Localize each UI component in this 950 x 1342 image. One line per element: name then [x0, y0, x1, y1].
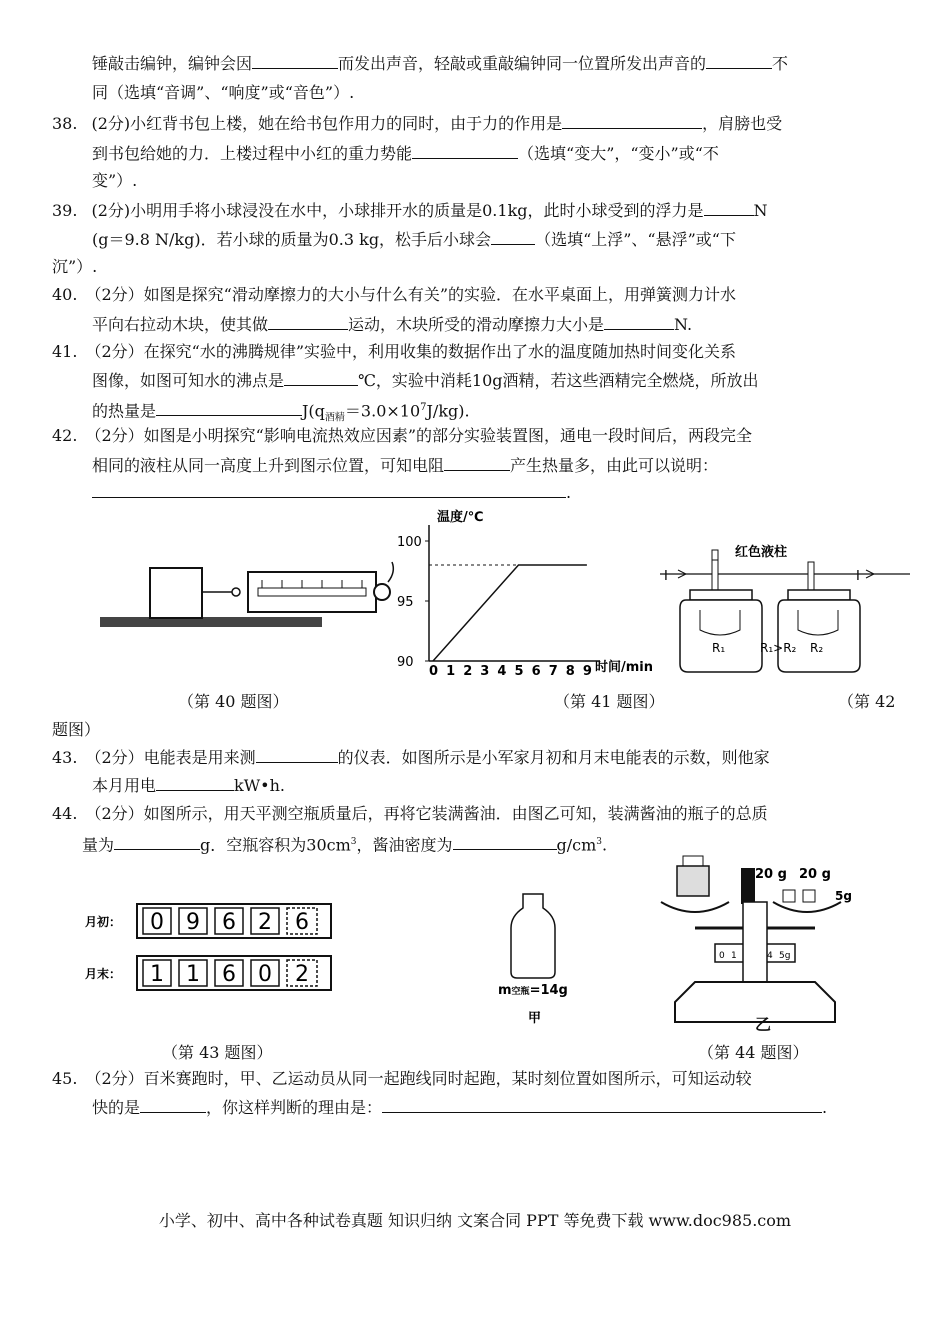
scale-tick-label: 0 — [719, 951, 725, 961]
q44-sup-1: 3 — [350, 837, 357, 847]
meter-digit: 0 — [150, 910, 164, 935]
blank-q37-1[interactable] — [252, 52, 338, 69]
q41-text-l2a: 图像，如图可知水的沸点是 — [92, 371, 285, 390]
q37-text-c: 不 — [772, 54, 789, 73]
x-tick-label: 6 — [531, 664, 541, 679]
q39-line2 — [92, 228, 736, 251]
blank-q44-1[interactable] — [114, 833, 200, 850]
q37-line1 — [92, 52, 788, 75]
caption-fig43: （第 43 题图） — [162, 1043, 273, 1062]
q43-text-l2b: kW•h. — [234, 776, 285, 795]
y-axis-label: 温度/℃ — [437, 510, 484, 525]
bottle-on-balance — [677, 866, 709, 896]
q38-number: 38. — [52, 114, 78, 133]
jia-mass-m: m — [498, 983, 512, 998]
q42-text-a: （2分）如图是小明探究“影响电流热效应因素”的部分实验装置图，通电一段时间后，两段完全 — [85, 426, 752, 445]
q44-sup-2: 3 — [596, 837, 603, 847]
blank-q41-2[interactable] — [156, 399, 302, 416]
q39-text-l2b: （选填“上浮”、“悬浮”或“下 — [535, 230, 736, 249]
figure-44-yi-balance — [655, 852, 855, 1032]
blank-q39-1[interactable] — [704, 199, 754, 216]
q40-number: 40. — [52, 285, 78, 304]
q42-line2 — [92, 454, 718, 477]
scale-tick-label: 4 — [767, 951, 773, 961]
q37-line2: 同（选填“音调”、“响度”或“音色”）. — [92, 83, 355, 102]
figure-43-electric-meter — [85, 898, 340, 998]
q41-text-a: （2分）在探究“水的沸腾规律”实验中，利用收集的数据作出了水的温度随加热时间变化关系 — [85, 342, 736, 361]
empty-bottle — [511, 894, 555, 978]
caption-fig44: （第 44 题图） — [698, 1043, 809, 1062]
label-red-liquid-column: 红色液柱 — [735, 545, 788, 560]
q38-line1 — [52, 112, 782, 135]
q38-line3: 变”）. — [92, 171, 138, 190]
caption-fig40: （第 40 题图） — [178, 692, 289, 711]
figure-42-heating-jars — [660, 540, 920, 680]
q40-text-l2a: 平向右拉动木块，使其做 — [92, 315, 269, 334]
caption-fig42-part2: 题图） — [52, 720, 101, 739]
q44-text-l2c: ，酱油密度为 — [356, 835, 453, 855]
q45-text-a: （2分）百米赛跑时，甲、乙运动员从同一起跑线同时起跑，某时刻位置如图所示，可知运动较 — [85, 1069, 752, 1088]
blank-q40-2[interactable] — [604, 313, 674, 330]
meter-digit: 1 — [186, 962, 200, 987]
q42-number: 42. — [52, 426, 78, 445]
q40-text-l2c: N. — [674, 315, 693, 334]
resistor-r2-label: R₂ — [810, 641, 824, 655]
meter-end-label: 月末： — [85, 967, 122, 981]
resistor-r1-label: R₁ — [712, 641, 726, 655]
q43-text-a: （2分）电能表是用来测 — [85, 748, 256, 767]
x-tick-label: 4 — [497, 664, 507, 679]
page-footer: 小学、初中、高中各种试卷真题 知识归纳 文案合同 PPT 等免费下载 www.doc985.com — [158, 1211, 792, 1230]
blank-q44-2[interactable] — [453, 833, 557, 850]
svg-text:m空瓶=14g — [498, 983, 568, 998]
jia-mass-sub: 空瓶 — [511, 987, 530, 997]
x-tick-label: 8 — [565, 664, 575, 679]
q39-text-a: (2分)小明用手将小球浸没在水中，小球排开水的质量是0.1kg，此时小球受到的浮力是 — [91, 201, 704, 220]
figure-44-jia-bottle — [490, 890, 600, 1030]
y-tick-label: 90 — [397, 655, 414, 670]
blank-q38-2[interactable] — [412, 142, 518, 159]
meter-decimal-digit: 6 — [295, 910, 309, 935]
meter-digit: 6 — [222, 910, 236, 935]
caption-fig41: （第 41 题图） — [554, 692, 665, 711]
blank-q43-1[interactable] — [256, 746, 338, 763]
q44-text-l2b: g．空瓶容积为30cm — [200, 835, 351, 855]
blank-q37-2[interactable] — [706, 52, 772, 69]
q44-line2 — [82, 831, 607, 856]
y-tick-label: 100 — [397, 535, 422, 550]
q42-line1 — [52, 425, 752, 447]
figure-40-friction — [100, 560, 400, 635]
q44-number: 44. — [52, 804, 78, 823]
q41-line1 — [52, 341, 736, 363]
blank-q42-2[interactable] — [92, 481, 566, 498]
y-tick-label: 95 — [397, 595, 414, 610]
q40-line1 — [52, 284, 736, 306]
resistance-comparison-label: R₁>R₂ — [760, 641, 797, 655]
q41-text-l3a: 的热量是 — [92, 401, 157, 421]
q42-line3 — [92, 481, 571, 504]
q45-line2 — [92, 1096, 827, 1119]
q41-text-l2b: ℃，实验中消耗10g酒精，若这些酒精完全燃烧，所放出 — [358, 371, 759, 390]
q37-text-a: 锤敲击编钟，编钟会因 — [92, 54, 253, 73]
q41-sup-exp: 7 — [420, 402, 427, 413]
q43-line1 — [52, 746, 770, 769]
current-label-left: I — [664, 569, 668, 584]
q38-text-a: (2分)小红背书包上楼，她在给书包作用力的同时，由于力的作用是 — [91, 114, 563, 133]
q43-text-l2a: 本月用电 — [92, 776, 157, 795]
q41-line2 — [92, 369, 759, 392]
x-tick-label: 0 — [429, 664, 439, 679]
q41-number: 41. — [52, 342, 78, 361]
blank-q40-1[interactable] — [268, 313, 348, 330]
x-tick-label: 5 — [514, 664, 524, 679]
blank-q45-2[interactable] — [382, 1096, 822, 1113]
q41-text-l3c: ＝3.0×10 — [344, 401, 421, 421]
q45-text-l2a: 快的是 — [92, 1098, 141, 1117]
blank-q43-2[interactable] — [156, 774, 234, 791]
q40-line2 — [92, 313, 692, 336]
x-tick-label: 7 — [548, 664, 558, 679]
q38-line2 — [92, 142, 719, 165]
meter-digit: 9 — [186, 910, 200, 935]
q44-text-l2e: . — [602, 835, 608, 855]
blank-q39-2[interactable] — [491, 228, 535, 245]
weight-20g-b: 20 g — [799, 867, 831, 882]
meter-digit: 6 — [222, 962, 236, 987]
q39-text-b: N — [753, 201, 768, 220]
x-tick-label: 9 — [582, 664, 592, 679]
x-tick-label: 3 — [480, 664, 490, 679]
meter-digit: 0 — [258, 962, 272, 987]
blank-q45-1[interactable] — [140, 1096, 206, 1113]
q45-text-l2c: . — [822, 1098, 828, 1117]
q38-text-l2b: （选填“变大”，“变小”或“不 — [518, 144, 719, 163]
current-label-right: I — [856, 569, 860, 584]
blank-q42-1[interactable] — [444, 454, 510, 471]
q42-text-l2b: 产生热量多，由此可以说明： — [510, 456, 719, 475]
x-tick-label: 2 — [463, 664, 473, 679]
q42-text-l3: . — [566, 483, 572, 502]
scale-tick-label: 1 — [731, 951, 737, 961]
blank-q38-1[interactable] — [562, 112, 702, 129]
q43-line2 — [92, 774, 285, 797]
q44-text-a: （2分）如图所示，用天平测空瓶质量后，再将它装满酱油．由图乙可知，装满酱油的瓶子的总质 — [85, 804, 768, 823]
weight-20g-a: 20 g — [755, 867, 787, 882]
q41-text-l3b: J(q — [302, 401, 325, 421]
scale-tick-label: 5g — [779, 951, 791, 961]
q41-text-l3d: J/kg). — [426, 401, 470, 421]
q39-number: 39. — [52, 201, 78, 220]
jia-label: 甲 — [528, 1011, 542, 1026]
meter-digit: 1 — [150, 962, 164, 987]
q45-line1 — [52, 1068, 752, 1090]
meter-start-label: 月初： — [85, 915, 122, 929]
temperature-series-line — [433, 565, 587, 661]
q40-text-a: （2分）如图是探究“滑动摩擦力的大小与什么有关”的实验．在水平桌面上，用弹簧测力计水 — [85, 285, 736, 304]
q39-text-l2a: (g＝9.8 N/kg)．若小球的质量为0.3 kg，松手后小球会 — [92, 230, 492, 249]
q38-text-b: ，肩膀也受 — [702, 114, 783, 133]
q44-text-l2d: g/cm — [556, 835, 597, 855]
weight-5g: 5g — [835, 889, 852, 903]
q37-text-b: 而发出声音，轻敲或重敲编钟同一位置所发出声音的 — [338, 54, 707, 73]
x-tick-label: 1 — [446, 664, 456, 679]
q38-text-l2a: 到书包给她的力．上楼过程中小红的重力势能 — [92, 144, 413, 163]
q42-text-l2a: 相同的液柱从同一高度上升到图示位置，可知电阻 — [92, 456, 445, 475]
yi-label: 乙 — [755, 1015, 772, 1034]
q44-text-l2a: 量为 — [82, 835, 115, 855]
q45-text-l2b: ，你这样判断的理由是： — [206, 1098, 383, 1117]
q43-number: 43. — [52, 748, 78, 767]
q41-sub-alcohol: 酒精 — [324, 412, 345, 424]
q39-line1 — [52, 199, 768, 222]
blank-q41-1[interactable] — [284, 369, 358, 386]
caption-fig42-part1: （第 42 — [838, 692, 896, 711]
x-axis-label: 时间/min — [595, 660, 654, 675]
q44-line1 — [52, 803, 768, 825]
q40-text-l2b: 运动，木块所受的滑动摩擦力大小是 — [348, 315, 605, 334]
q43-text-b: 的仪表．如图所示是小军家月初和月末电能表的示数，则他家 — [337, 748, 770, 767]
q39-line3: 沉”）. — [52, 257, 98, 276]
jia-mass-value: =14g — [529, 983, 568, 998]
meter-digit: 2 — [258, 910, 272, 935]
meter-decimal-digit: 2 — [295, 962, 309, 987]
q45-number: 45. — [52, 1069, 78, 1088]
figure-41-boiling-chart — [395, 505, 680, 680]
